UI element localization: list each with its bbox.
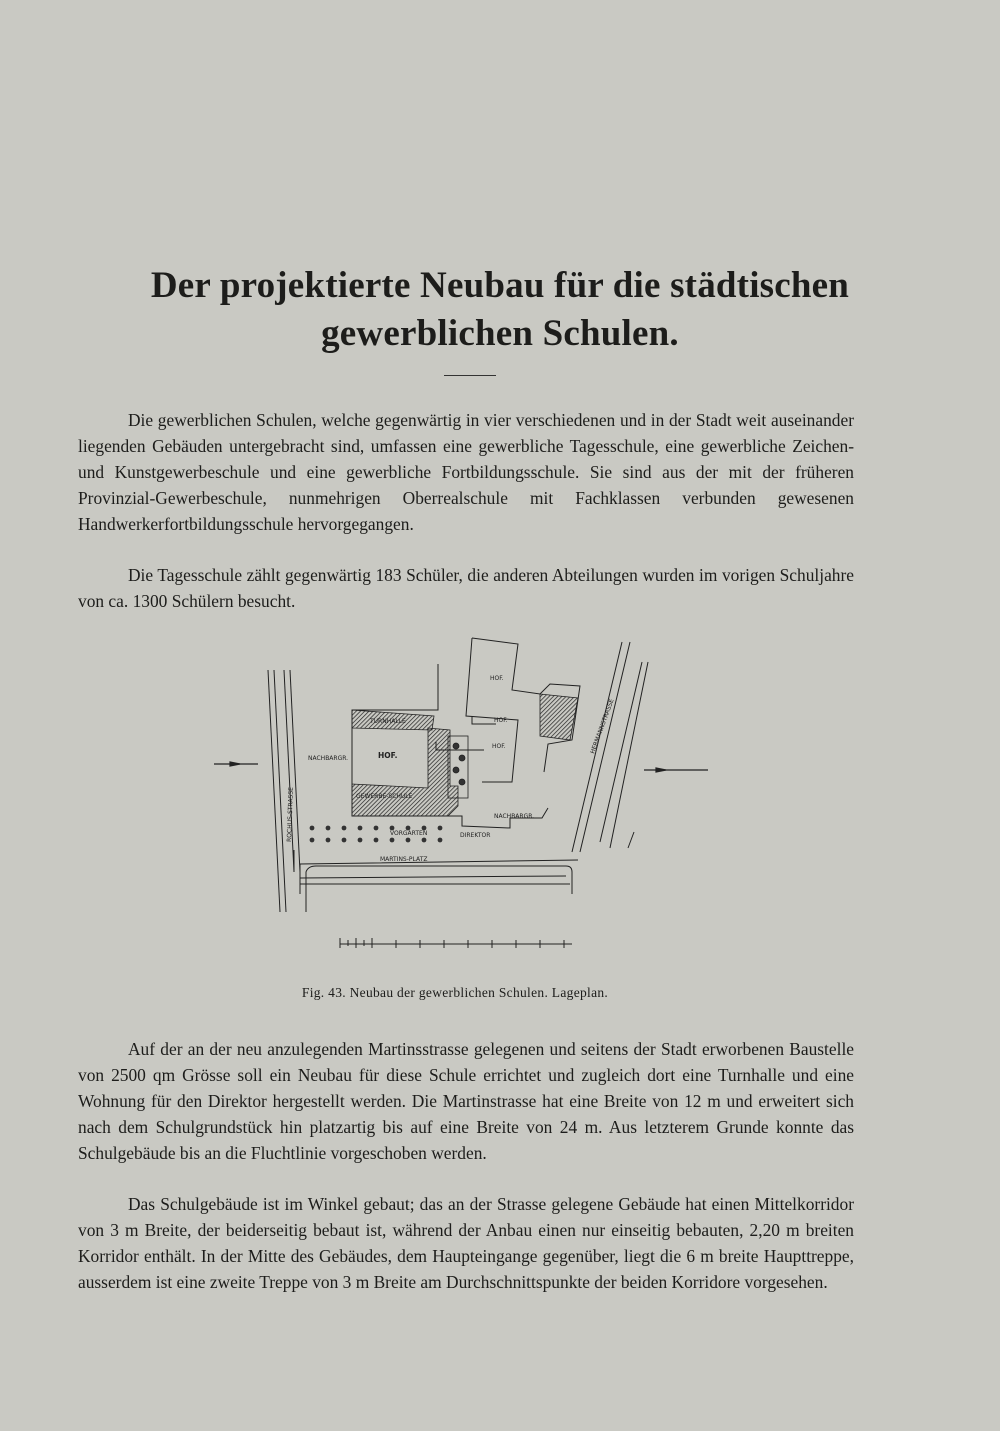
paragraph-1: Die gewerblichen Schulen, welche gegenwärtig in vier verschiedenen und in der Stadt weit auseinander liegenden Gebäuden untergebracht sind, umfassen eine gewerbliche Tagesschule, eine gewerbliche Zeichen- und Kunstgewerbeschule und eine gewerbliche Fortbildungsschule. Sie sind aus der mit der früheren Provinzial-Gewerbeschule, nunmehrigen Oberrealschule mit Fachklassen verbunden gewesenen Handwerkerfortbildungsschule hervorgegangen. (78, 410, 854, 534)
label-martins-platz: MARTINS-PLATZ (380, 856, 428, 863)
direction-arrows (214, 762, 708, 772)
title-divider (444, 375, 496, 376)
site-plan-drawing (210, 632, 720, 967)
paragraph-3: Auf der an der neu anzulegenden Martinsstrasse gelegenen und seitens der Stadt erworbenen Baustelle von 2500 qm Grösse soll ein Neubau für diese Schule errichtet und zugleich dort eine Turnhalle und eine Wohnung für den Direktor hergestellt werden. Die Martinstrasse hat eine Breite von 12 m und erweitert sich nach dem Schulgrundstück hin platzartig bis auf eine Breite von 24 m. Aus letzterem Grunde konnte das Schulgebäude bis an die Fluchtlinie vorgeschoben werden. (78, 1039, 854, 1163)
paragraph-4: Das Schulgebäude ist im Winkel gebaut; das an der Strasse gelegene Gebäude hat einen Mittelkorridor von 3 m Breite, der beiderseitig bebaut ist, während der Anbau einen nur einseitig bebauten, 2,20 m breiten Korridor enthält. In der Mitte des Gebäudes, dem Haupteingange gegenüber, liegt die 6 m breite Haupttreppe, ausserdem ist eine zweite Treppe von 3 m Breite am Durchschnittspunkte der beiden Korridore vorgesehen. (78, 1194, 854, 1292)
label-hof-2: HOF. (378, 751, 398, 760)
label-hof-1: HOF. (490, 675, 504, 682)
label-vorgarten: VORGARTEN (390, 830, 428, 837)
martins-platz-lines (294, 850, 578, 912)
label-gewerbe-schule: GEWERBE-SCHULE (356, 793, 413, 800)
label-turnhalle: TURNHALLE (370, 718, 406, 725)
label-nachbar-2: NACHBARGR. (494, 813, 535, 820)
hermannstrasse-lines (572, 642, 648, 852)
paragraph-2: Die Tagesschule zählt gegenwärtig 183 Schüler, die anderen Abteilungen wurden im vorigen Schuljahre von ca. 1300 Schülern besucht. (78, 565, 854, 611)
figure-caption: Fig. 43. Neubau der gewerblichen Schulen. Lageplan. (301, 985, 609, 1000)
page-title: Der projektierte Neubau für die städtischen gewerblichen Schulen. (150, 265, 850, 354)
label-side-street: HERMANNSTRASSE (589, 698, 616, 755)
label-rochus-strasse: ROCHUS-STRASSE (286, 786, 295, 843)
label-nachbar-1: NACHBARGR. (308, 755, 349, 762)
label-hof-3: HOF. (492, 743, 506, 750)
rochus-strasse-lines (268, 670, 300, 912)
scale-bar (340, 938, 572, 948)
label-direktor: DIREKTOR (460, 832, 491, 839)
site-plan-figure (210, 632, 720, 967)
label-hof-4: HOF. (494, 717, 508, 724)
